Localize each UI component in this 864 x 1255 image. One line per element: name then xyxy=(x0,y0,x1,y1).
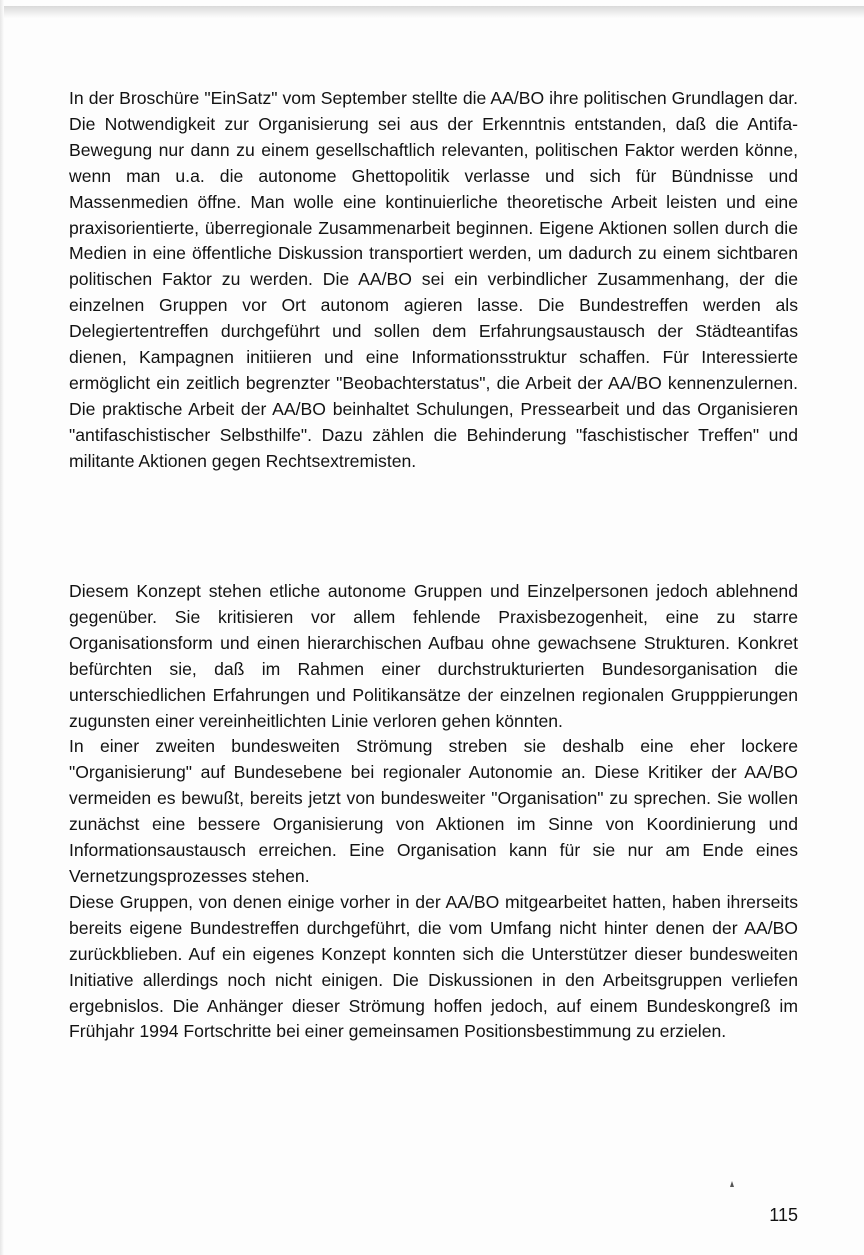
scan-top-shadow xyxy=(0,6,864,18)
paragraph-other-groups: Diese Gruppen, von denen einige vorher in der AA/BO mitgearbeitet hatten, haben ihrerseits bereits eigene Bundestreffen durchgeführt, die vom Umfang nicht hinter denen der AA/BO zurückblieben. Auf ein eigenes Konzept konnten sich die Unterstützer dieser bundesweiten Initiative allerdings noch nicht einigen. Die Diskussionen in den Arbeitsgruppen verliefen ergebnislos. Die Anhänger dieser Strömung hoffen jedoch, auf einem Bundeskongreß im Frühjahr 1994 Fortschritte bei einer gemeinsamen Positionsbestimmung zu erzielen. xyxy=(69,891,798,1042)
page-number: 115 xyxy=(769,1205,798,1225)
paragraph-second-current: In einer zweiten bundesweiten Strömung streben sie deshalb eine eher lockere "Organisierung" auf Bundesebene bei regionaler Autonomie an. Diese Kritiker der AA/BO vermeiden es bewußt, bereits jetzt von bundesweiter "Organisation" zu sprechen. Sie wollen zunächst eine bessere Organisierung von Aktionen im Sinne von Koordinierung und Informationsaustausch erreichen. Eine Organisation kann für sie nur am Ende eines Vernetzungsprozesses stehen. xyxy=(69,736,798,886)
text-block-lower xyxy=(69,579,798,1045)
scan-left-edge xyxy=(0,0,4,1255)
text-block-upper xyxy=(69,86,798,475)
paragraph-aabo-brochure: In der Broschüre "EinSatz" vom September stellte die AA/BO ihre politischen Grundlagen dar. Die Notwendigkeit zur Organisierung sei aus der Erkenntnis entstanden, daß die Antifa-Bewegung nur dann zu einem gesellschaftlich relevanten, politischen Faktor werden könne, wenn man u.a. die autonome Ghettopolitik verlasse und sich für Bündnisse und Massenmedien öffne. Man wolle eine kontinuierliche theoretische Arbeit leisten und eine praxisorientierte, überregionale Zusammenarbeit beginnen. Eigene Aktionen sollen durch die Medien in eine öffentliche Diskussion transportiert werden, um dadurch zu einem sichtbaren politischen Faktor zu werden. Die AA/BO sei ein verbindlicher Zusammenhang, der die einzelnen Gruppen vor Ort autonom agieren lasse. Die Bundestreffen werden als Delegiertentreffen durchgeführt und sollen dem Erfahrungsaustausch der Städteantifas dienen, Kampagnen initiieren und eine Informationsstruktur schaffen. Für Interessierte ermöglicht ein zeitlich begrenzter "Beobachterstatus", die Arbeit der AA/BO kennenzulernen. Die praktische Arbeit der AA/BO beinhaltet Schulungen, Pressearbeit und das Organisieren "antifaschistischer Selbsthilfe". Dazu zählen die Behinderung "faschistischer Treffen" und militante Aktionen gegen Rechtsextremisten. xyxy=(69,88,798,471)
ink-speck-mark xyxy=(728,1180,736,1188)
paragraph-criticism: Diesem Konzept stehen etliche autonome Gruppen und Einzelpersonen jedoch ablehnend gegenüber. Sie kritisieren vor allem fehlende Praxisbezogenheit, eine zu starre Organisationsform und einen hierarchischen Aufbau ohne gewachsene Strukturen. Konkret befürchten sie, daß im Rahmen einer durchstrukturierten Bundesorganisation die unterschiedlichen Erfahrungen und Politikansätze der einzelnen regionalen Grupppierungen zugunsten einer vereinheitlichten Linie verloren gehen könnten. xyxy=(69,581,798,731)
